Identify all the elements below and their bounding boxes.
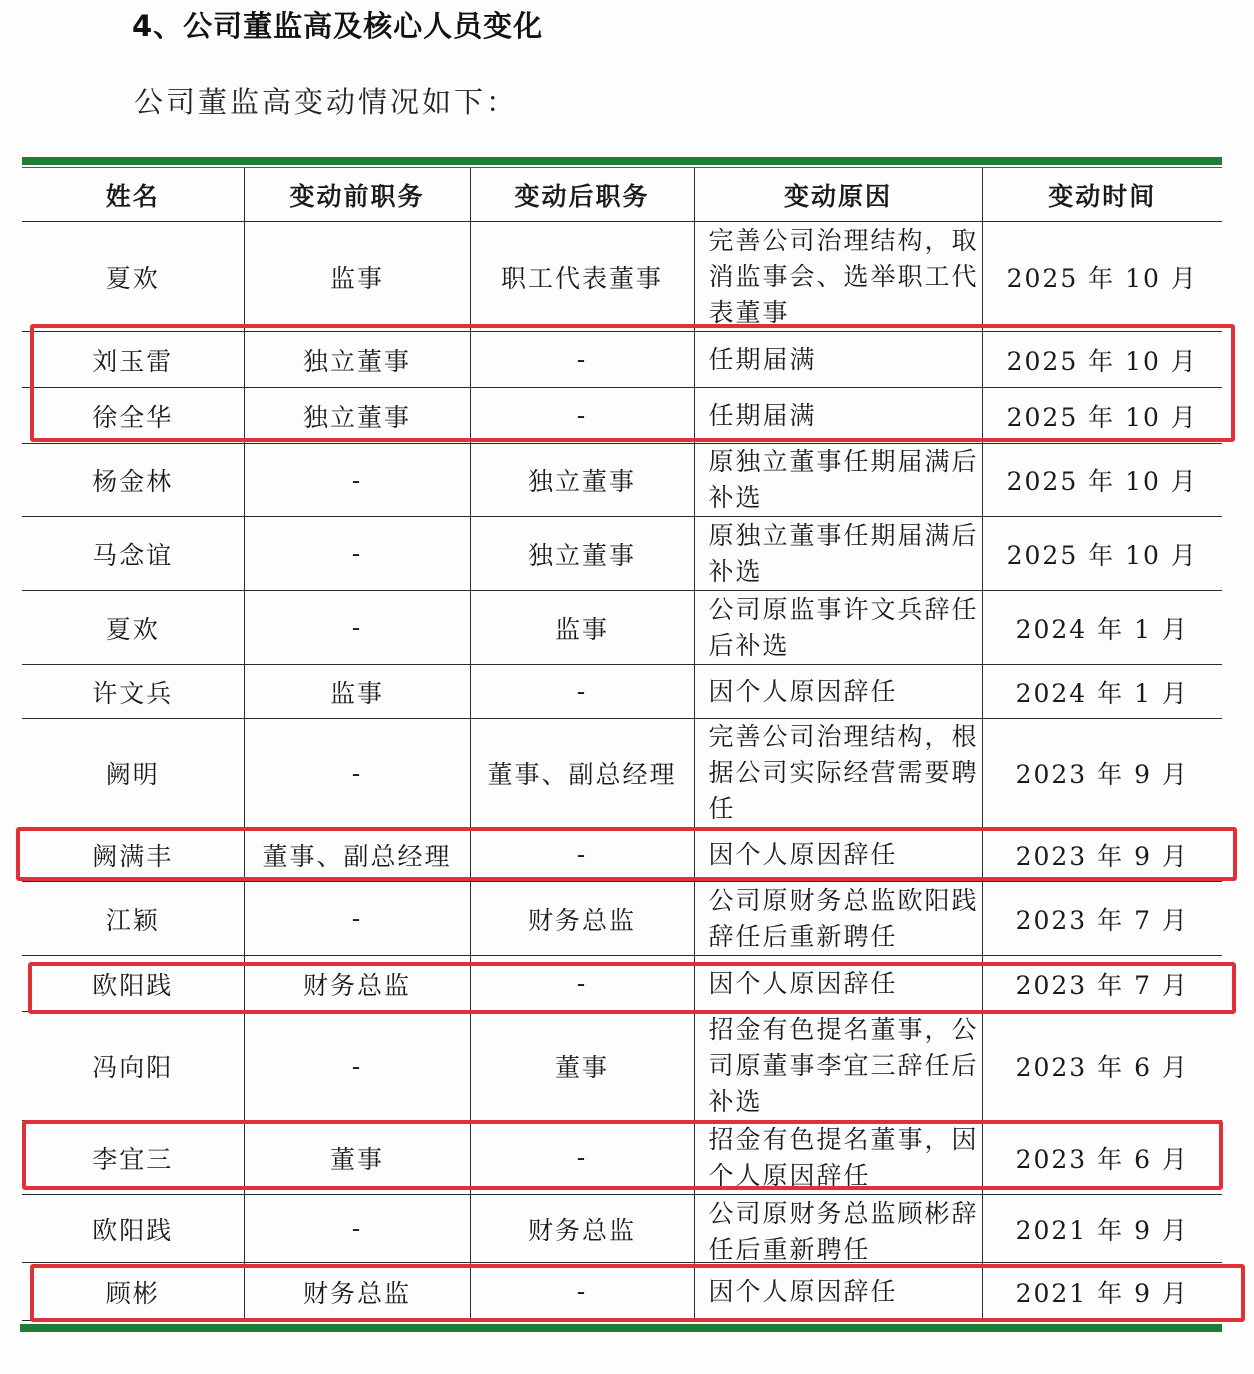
cell-after: - (470, 388, 694, 444)
reason-text: 因个人原因辞任 (708, 968, 898, 998)
header-before: 变动前职务 (244, 168, 470, 222)
cell-after: - (470, 332, 694, 388)
reason-text: 原独立董事任期届满后补选 (708, 447, 979, 512)
cell-time: 2025 年 10 月 (982, 388, 1222, 444)
reason-text: 公司原监事许文兵辞任后补选 (708, 594, 979, 660)
cell-time: 2025 年 10 月 (982, 517, 1222, 591)
cell-before: 董事、副总经理 (244, 828, 470, 882)
cell-time: 2023 年 7 月 (982, 882, 1222, 956)
cell-after: - (470, 828, 694, 882)
cell-before: - (244, 719, 470, 828)
table-row (22, 956, 1222, 1012)
reason-text: 完善公司治理结构，根据公司实际经营需要聘任 (708, 722, 979, 823)
cell-reason (694, 956, 982, 1012)
cell-time: 2025 年 10 月 (982, 222, 1222, 332)
cell-reason (694, 719, 982, 828)
reason-text: 因个人原因辞任 (708, 676, 898, 706)
cell-reason (694, 882, 982, 956)
cell-name: 夏欢 (22, 591, 244, 665)
cell-name: 马念谊 (22, 517, 244, 591)
table-bottom-rule (20, 1324, 1222, 1332)
reason-text: 完善公司治理结构，取消监事会、选举职工代表董事 (708, 225, 979, 327)
reason-text: 公司原财务总监欧阳践辞任后重新聘任 (708, 885, 979, 951)
cell-before: - (244, 444, 470, 517)
cell-name: 江颖 (22, 882, 244, 956)
cell-after: 财务总监 (470, 882, 694, 956)
table-row (22, 1195, 1222, 1263)
cell-time: 2023 年 6 月 (982, 1012, 1222, 1121)
reason-text: 任期届满 (708, 344, 817, 374)
table-row (22, 828, 1222, 882)
cell-before: - (244, 591, 470, 665)
cell-after: 职工代表董事 (470, 222, 694, 332)
header-time: 变动时间 (982, 168, 1222, 222)
table-row (22, 1263, 1222, 1321)
cell-name: 刘玉雷 (22, 332, 244, 388)
cell-reason (694, 332, 982, 388)
cell-before: - (244, 1195, 470, 1263)
cell-time: 2025 年 10 月 (982, 444, 1222, 517)
personnel-change-table-wrap (22, 157, 1222, 1321)
reason-text: 公司原财务总监顾彬辞任后重新聘任 (708, 1198, 979, 1262)
cell-name: 杨金林 (22, 444, 244, 517)
cell-before: 监事 (244, 222, 470, 332)
cell-name: 冯向阳 (22, 1012, 244, 1121)
header-after: 变动后职务 (470, 168, 694, 222)
reason-text: 因个人原因辞任 (708, 1276, 898, 1306)
cell-before: 财务总监 (244, 956, 470, 1012)
cell-time: 2024 年 1 月 (982, 591, 1222, 665)
cell-before: 监事 (244, 665, 470, 719)
cell-before: - (244, 1012, 470, 1121)
table-row (22, 665, 1222, 719)
personnel-change-table (22, 168, 1222, 1321)
cell-reason (694, 591, 982, 665)
cell-reason (694, 1012, 982, 1121)
cell-time: 2023 年 9 月 (982, 828, 1222, 882)
cell-time: 2024 年 1 月 (982, 665, 1222, 719)
reason-text: 招金有色提名董事，因个人原因辞任 (708, 1124, 979, 1190)
cell-before: 独立董事 (244, 332, 470, 388)
cell-reason (694, 444, 982, 517)
cell-before: - (244, 517, 470, 591)
cell-before: 独立董事 (244, 388, 470, 444)
cell-name: 顾彬 (22, 1263, 244, 1321)
cell-name: 李宜三 (22, 1121, 244, 1195)
table-top-rule (22, 157, 1222, 165)
cell-time: 2023 年 6 月 (982, 1121, 1222, 1195)
cell-after: 董事、副总经理 (470, 719, 694, 828)
table-row (22, 1121, 1222, 1195)
cell-before: - (244, 882, 470, 956)
header-name: 姓名 (22, 168, 244, 222)
table-row (22, 1012, 1222, 1121)
table-row (22, 591, 1222, 665)
reason-text: 因个人原因辞任 (708, 839, 898, 869)
cell-name: 许文兵 (22, 665, 244, 719)
cell-name: 欧阳践 (22, 956, 244, 1012)
cell-reason (694, 665, 982, 719)
cell-name: 阙满丰 (22, 828, 244, 882)
cell-time: 2025 年 10 月 (982, 332, 1222, 388)
table-row (22, 388, 1222, 444)
cell-after: 财务总监 (470, 1195, 694, 1263)
cell-name: 徐全华 (22, 388, 244, 444)
cell-reason (694, 388, 982, 444)
cell-after: - (470, 1121, 694, 1195)
cell-time: 2023 年 7 月 (982, 956, 1222, 1012)
reason-text: 任期届满 (708, 400, 817, 430)
reason-text: 原独立董事任期届满后补选 (708, 520, 979, 586)
table-row (22, 444, 1222, 517)
cell-after: 董事 (470, 1012, 694, 1121)
table-row (22, 719, 1222, 828)
cell-after: - (470, 665, 694, 719)
cell-before: 财务总监 (244, 1263, 470, 1321)
cell-name: 夏欢 (22, 222, 244, 332)
cell-time: 2023 年 9 月 (982, 719, 1222, 828)
table-row (22, 332, 1222, 388)
cell-reason (694, 222, 982, 332)
table-row (22, 222, 1222, 332)
cell-reason (694, 517, 982, 591)
cell-after: 独立董事 (470, 517, 694, 591)
table-header-row (22, 168, 1222, 222)
cell-after: - (470, 1263, 694, 1321)
cell-name: 阙明 (22, 719, 244, 828)
table-row (22, 517, 1222, 591)
cell-reason (694, 1195, 982, 1263)
cell-after: 独立董事 (470, 444, 694, 517)
section-heading: 4、公司董监高及核心人员变化 (132, 9, 544, 43)
header-reason: 变动原因 (694, 168, 982, 222)
table-row (22, 882, 1222, 956)
cell-time: 2021 年 9 月 (982, 1263, 1222, 1321)
cell-reason (694, 1121, 982, 1195)
cell-name: 欧阳践 (22, 1195, 244, 1263)
cell-reason (694, 1263, 982, 1321)
cell-time: 2021 年 9 月 (982, 1195, 1222, 1263)
cell-reason (694, 828, 982, 882)
cell-after: 监事 (470, 591, 694, 665)
cell-before: 董事 (244, 1121, 470, 1195)
reason-text: 招金有色提名董事，公司原董事李宜三辞任后补选 (708, 1015, 979, 1116)
cell-after: - (470, 956, 694, 1012)
intro-text: 公司董监高变动情况如下： (134, 85, 519, 119)
